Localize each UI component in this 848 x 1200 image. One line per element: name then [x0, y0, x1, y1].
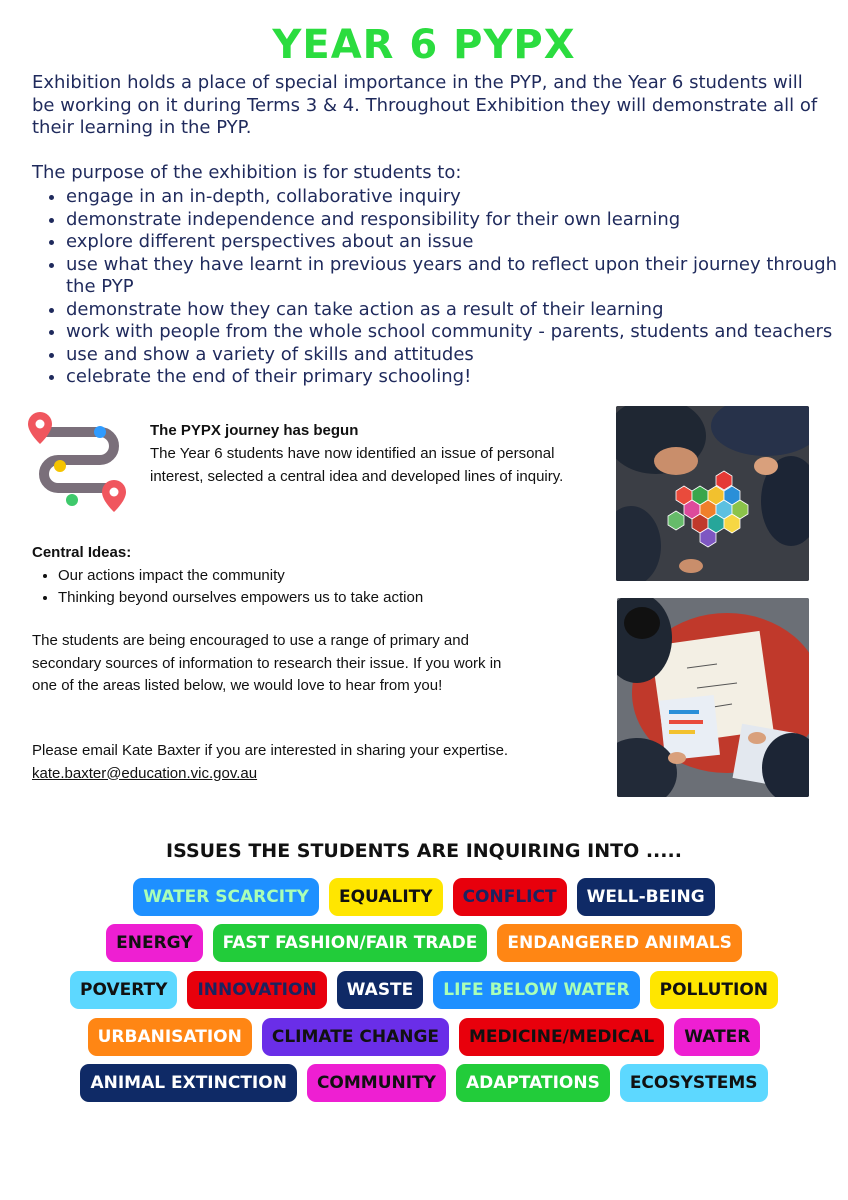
- purpose-item: • demonstrate how they can take action as a result of their learning: [66, 299, 848, 322]
- purpose-item: • celebrate the end of their primary schooling!: [66, 366, 848, 389]
- purpose-heading: The purpose of the exhibition is for students to:: [32, 162, 462, 183]
- research-paragraph: The students are being encouraged to use a range of primary and secondary sources of information to research their issue. If you work in one of the areas listed below, we would love to hear from you!: [32, 632, 502, 694]
- issues-heading: ISSUES THE STUDENTS ARE INQUIRING INTO .....: [166, 840, 682, 862]
- photo-table-writing: [617, 598, 809, 797]
- issue-chip: WELL-BEING: [577, 878, 715, 916]
- issue-chip: POLLUTION: [650, 971, 778, 1009]
- journey-heading: The PYPX journey has begun: [150, 422, 359, 439]
- issues-row: [0, 1064, 848, 1102]
- central-ideas-heading: Central Ideas:: [32, 544, 132, 561]
- issue-chip: ADAPTATIONS: [456, 1064, 610, 1102]
- issue-chip: EQUALITY: [329, 878, 443, 916]
- purpose-item: • demonstrate independence and responsibility for their own learning: [66, 209, 848, 232]
- intro-paragraph: Exhibition holds a place of special importance in the PYP, and the Year 6 students will be working on it during Terms 3 & 4. Throughout Exhibition they will demonstrate all of their learning in the PYP.: [32, 72, 818, 138]
- issues-row: [0, 878, 848, 916]
- issue-chip: LIFE BELOW WATER: [433, 971, 639, 1009]
- issue-chip: WATER: [674, 1018, 760, 1056]
- issue-chip: CONFLICT: [453, 878, 567, 916]
- issue-chip: WASTE: [337, 971, 424, 1009]
- issue-chip: INNOVATION: [187, 971, 326, 1009]
- issue-chip: COMMUNITY: [307, 1064, 446, 1102]
- issues-row: [0, 924, 848, 962]
- journey-text: The Year 6 students have now identified an issue of personal interest, selected a central idea and developed lines of inquiry.: [150, 445, 564, 485]
- issue-chip: MEDICINE/MEDICAL: [459, 1018, 664, 1056]
- issues-row: [0, 1018, 848, 1056]
- journey-map-icon: [22, 410, 132, 520]
- central-ideas-list: [32, 565, 423, 609]
- issue-chip: FAST FASHION/FAIR TRADE: [213, 924, 488, 962]
- photo-hexagon-activity: [616, 406, 809, 581]
- purpose-item: • explore different perspectives about an issue: [66, 231, 848, 254]
- purpose-item: • work with people from the whole school community - parents, students and teachers: [66, 321, 848, 344]
- email-paragraph: [32, 740, 522, 785]
- issue-chip: WATER SCARCITY: [133, 878, 319, 916]
- issue-chip: ENERGY: [106, 924, 202, 962]
- issue-chip: POVERTY: [70, 971, 177, 1009]
- issue-chip: ENDANGERED ANIMALS: [497, 924, 742, 962]
- issue-chip: ECOSYSTEMS: [620, 1064, 768, 1102]
- central-idea-item: • Thinking beyond ourselves empowers us to take action: [58, 587, 423, 609]
- page-title: YEAR 6 PYPX: [272, 22, 576, 68]
- purpose-item: • engage in an in-depth, collaborative inquiry: [66, 186, 848, 209]
- photo-table-illustration: [617, 598, 809, 797]
- purpose-list: [32, 186, 848, 389]
- issue-chip: CLIMATE CHANGE: [262, 1018, 449, 1056]
- central-idea-item: • Our actions impact the community: [58, 565, 423, 587]
- issue-chip: URBANISATION: [88, 1018, 252, 1056]
- email-text: Please email Kate Baxter if you are interested in sharing your expertise.: [32, 742, 509, 759]
- email-link[interactable]: kate.baxter@education.vic.gov.au: [32, 764, 258, 782]
- issues-row: [0, 971, 848, 1009]
- purpose-item: • use and show a variety of skills and attitudes: [66, 344, 848, 367]
- purpose-item: • use what they have learnt in previous years and to reflect upon their journey through the PYP: [66, 254, 848, 299]
- issue-chip: ANIMAL EXTINCTION: [80, 1064, 296, 1102]
- photo-hexagon-illustration: [616, 406, 809, 581]
